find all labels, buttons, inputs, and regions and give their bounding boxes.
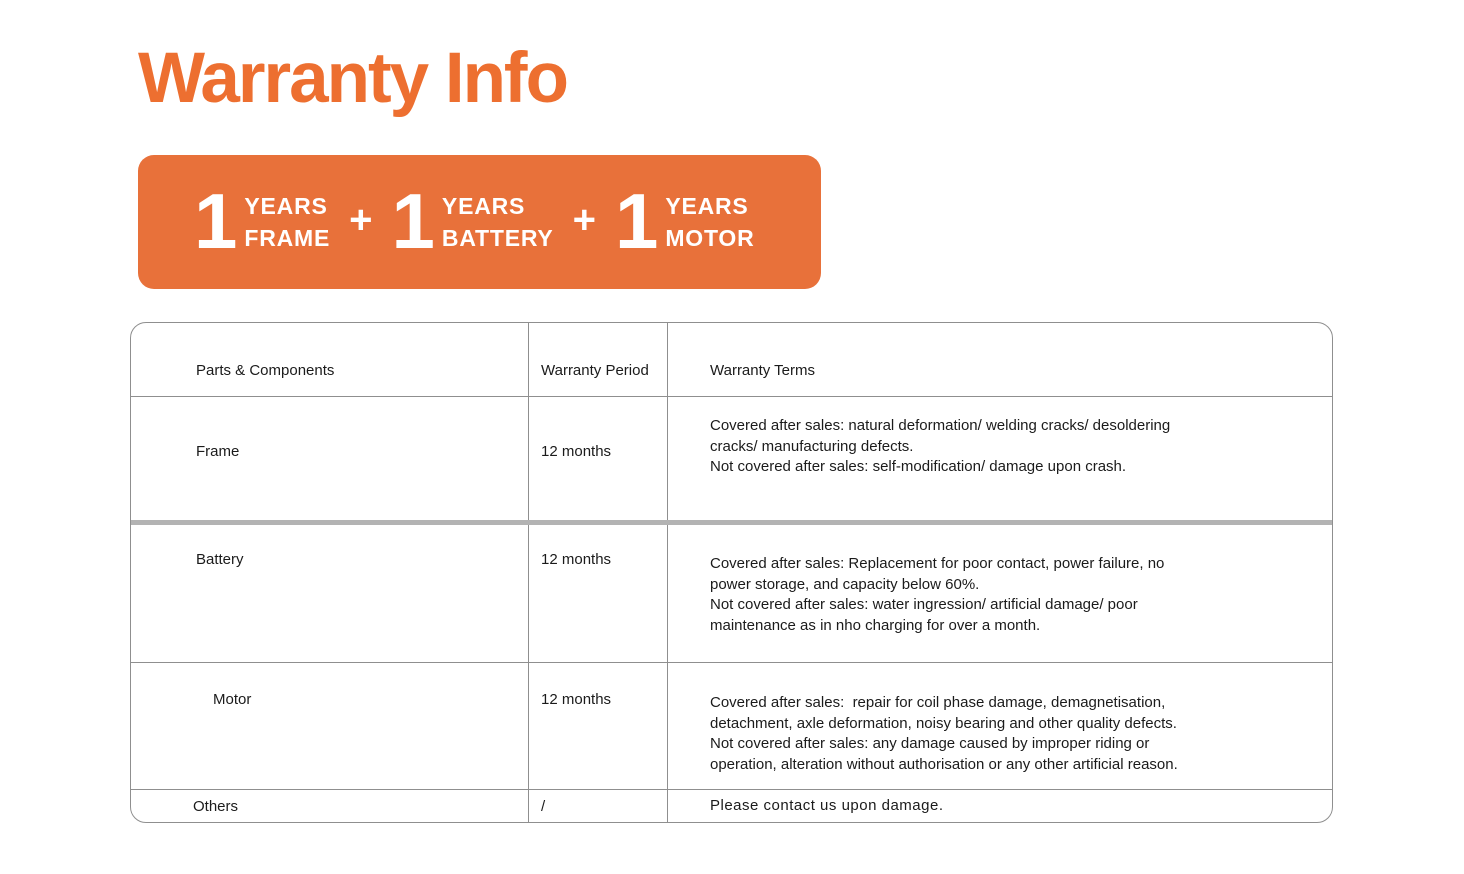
plus-separator: + xyxy=(349,197,373,242)
warranty-period-value: / xyxy=(528,790,667,822)
banner-label xyxy=(442,190,554,254)
plus-separator: + xyxy=(572,197,596,242)
page-title: Warranty Info xyxy=(138,39,567,118)
part-name: Battery xyxy=(196,551,244,568)
banner-label-line2: FRAME xyxy=(244,225,331,251)
warranty-period-value: 12 months xyxy=(528,663,667,789)
banner-years-number: 1 xyxy=(614,177,657,266)
terms-line: maintenance as in nho charging for over a month. xyxy=(710,616,1041,634)
terms-line: Covered after sales: natural deformation/ welding cracks/ desoldering xyxy=(710,417,1171,434)
banner-label-line1: YEARS xyxy=(244,193,328,219)
terms-line: Not covered after sales: self-modification/ damage upon crash. xyxy=(710,458,1127,475)
banner-label-line1: YEARS xyxy=(665,193,749,219)
terms-line: detachment, axle deformation, noisy bearing and other quality defects. xyxy=(710,714,1177,732)
warranty-period-value: 12 months xyxy=(528,525,667,662)
part-name: Others xyxy=(193,797,239,815)
table-row-battery xyxy=(131,525,1332,662)
terms-line: power storage, and capacity below 60%. xyxy=(710,575,980,593)
header-warranty-period: Warranty Period xyxy=(528,323,667,396)
table-header-row xyxy=(131,323,1332,396)
banner-item-frame xyxy=(194,177,331,266)
terms-line: Covered after sales: Replacement for poor contact, power failure, no xyxy=(710,555,1165,572)
warranty-terms-text xyxy=(667,790,1332,822)
part-name: Motor xyxy=(213,691,252,708)
banner-item-battery xyxy=(391,177,554,266)
terms-line: Please contact us upon damage. xyxy=(710,796,944,814)
banner-label xyxy=(244,190,330,254)
warranty-table xyxy=(130,322,1333,823)
table-row-motor xyxy=(131,662,1332,789)
header-warranty-terms: Warranty Terms xyxy=(667,323,1332,396)
warranty-period-value: 12 months xyxy=(528,397,667,520)
table-row-frame xyxy=(131,396,1332,520)
terms-line: cracks/ manufacturing defects. xyxy=(710,437,914,455)
banner-label-line2: MOTOR xyxy=(665,225,755,251)
header-parts-components: Parts & Components xyxy=(196,362,335,379)
warranty-terms-text xyxy=(667,663,1332,789)
warranty-terms-text xyxy=(667,397,1332,520)
warranty-terms-text xyxy=(667,525,1332,662)
banner-item-motor xyxy=(614,177,755,266)
banner-years-number: 1 xyxy=(391,177,433,266)
banner-label-line2: BATTERY xyxy=(441,225,554,251)
banner-label-line1: YEARS xyxy=(441,193,526,219)
warranty-banner xyxy=(138,155,821,289)
terms-line: Not covered after sales: water ingression/ artificial damage/ poor xyxy=(710,596,1138,613)
banner-label xyxy=(665,190,754,254)
terms-line: Covered after sales: repair for coil phase damage, demagnetisation, xyxy=(710,694,1166,711)
terms-line: operation, alteration without authorisation or any other artificial reason. xyxy=(710,755,1178,773)
terms-line: Not covered after sales: any damage caused by improper riding or xyxy=(710,735,1150,752)
banner-years-number: 1 xyxy=(194,177,236,266)
part-name: Frame xyxy=(196,443,240,460)
table-row-others xyxy=(131,789,1332,822)
